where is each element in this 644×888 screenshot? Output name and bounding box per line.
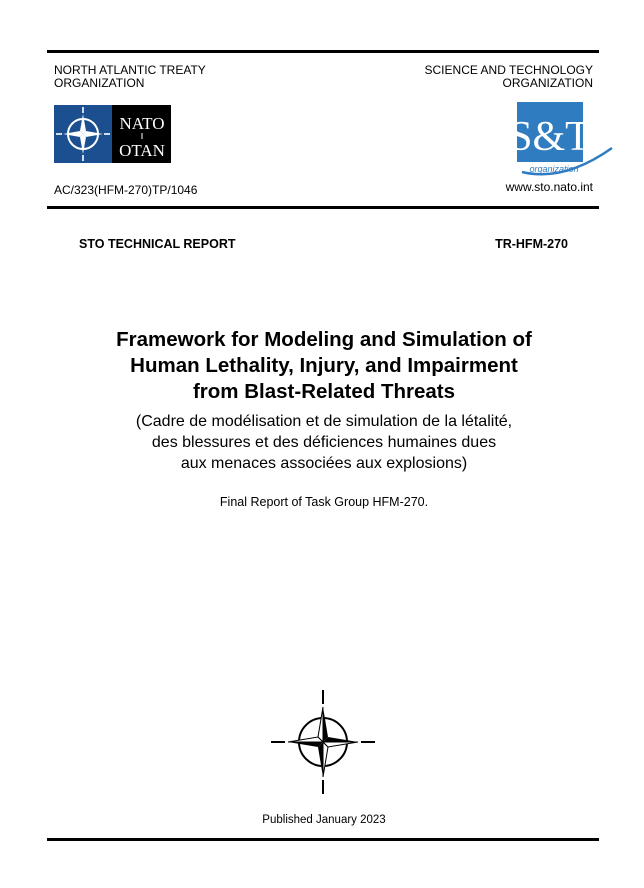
st-logo-text: S&T <box>514 114 591 160</box>
title-line1: Framework for Modeling and Simulation of <box>116 328 532 351</box>
header-bottom-rule <box>47 206 599 209</box>
subtitle-line1: (Cadre de modélisation et de simulation de la létalité, <box>135 413 513 430</box>
st-logo-icon <box>514 100 614 178</box>
org-right-line1: SCIENCE AND TECHNOLOGY <box>424 63 593 77</box>
document-number: AC/323(HFM-270)TP/1046 <box>54 183 198 197</box>
bottom-rule <box>47 838 599 841</box>
report-subtitle-french <box>60 411 588 474</box>
nato-compass-icon <box>271 690 375 794</box>
org-left <box>54 64 294 90</box>
org-left-line2: ORGANIZATION <box>54 76 145 90</box>
website-link[interactable]: www.sto.nato.int <box>505 180 593 194</box>
title-line2: Human Lethality, Injury, and Impairment <box>130 354 518 377</box>
title-line3: from Blast-Related Threats <box>192 380 455 403</box>
final-report-note: Final Report of Task Group HFM-270. <box>219 495 429 509</box>
org-right <box>353 64 593 90</box>
org-right-line2: ORGANIZATION <box>502 76 593 90</box>
org-left-line1: NORTH ATLANTIC TREATY <box>54 63 206 77</box>
report-number: TR-HFM-270 <box>495 237 568 251</box>
top-rule <box>47 50 599 53</box>
published-date: Published January 2023 <box>262 814 386 826</box>
report-title <box>60 327 588 405</box>
nato-logo-icon <box>54 105 171 163</box>
subtitle-line2: des blessures et des déficiences humaines dues <box>151 434 497 451</box>
st-logo-subtext: organization <box>529 164 579 174</box>
nato-logo-text-bottom: OTAN <box>119 141 165 160</box>
report-type: STO TECHNICAL REPORT <box>79 237 236 251</box>
st-organization-logo <box>514 100 614 178</box>
subtitle-line3: aux menaces associées aux explosions) <box>180 455 468 472</box>
nato-logo-text-top: NATO <box>119 114 165 133</box>
nato-otan-logo <box>54 105 171 163</box>
